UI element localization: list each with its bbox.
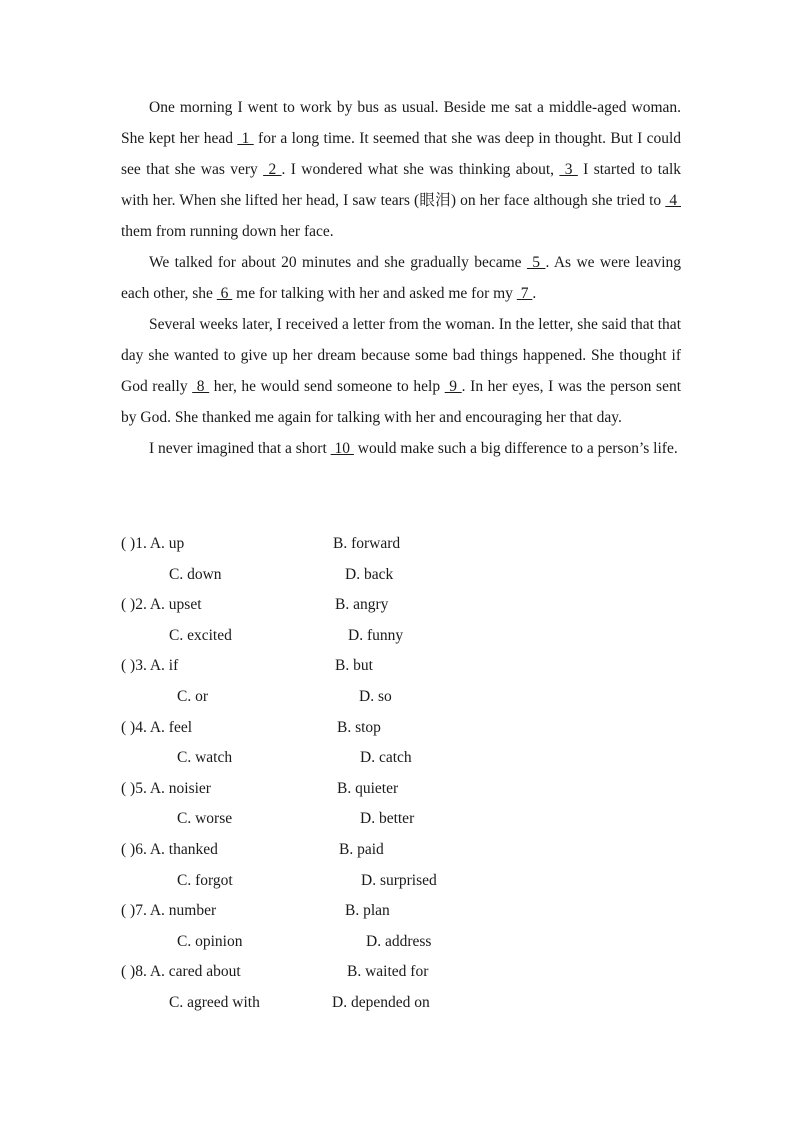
question-5-option-c: C. worse	[177, 810, 233, 827]
question-7-option-c: C. opinion	[177, 933, 243, 950]
question-5-option-d: D. better	[360, 810, 415, 827]
blank-7: 7	[516, 285, 533, 302]
question-1-option-c: C. down	[169, 566, 222, 583]
blank-1: 1	[237, 130, 254, 147]
question-5-option-b: B. quieter	[337, 780, 399, 797]
question-3-option-d: D. so	[359, 688, 392, 705]
blank-6: 6	[216, 285, 233, 302]
question-2-option-c: C. excited	[169, 627, 232, 644]
question-4-option-a: ( )4. A. feel	[121, 719, 193, 736]
blank-8: 8	[192, 378, 210, 395]
passage-paragraph-3: Several weeks later, I received a letter from the woman. In the letter, she said that that day she wanted to give up her dream because some bad things happened. She thought if God really 8 her, he would send someone to help 9 . In her eyes, I was the person sent by God. She thanked me again for talking with her and encouraging her that day.	[121, 316, 682, 426]
question-4-option-d: D. catch	[360, 749, 412, 766]
question-4-option-c: C. watch	[177, 749, 233, 766]
question-8-option-d: D. depended on	[332, 994, 430, 1011]
question-3-option-a: ( )3. A. if	[121, 657, 179, 674]
question-1-option-a: ( )1. A. up	[121, 535, 185, 552]
cloze-passage	[121, 92, 681, 464]
question-1-option-b: B. forward	[333, 535, 401, 552]
question-1-option-d: D. back	[345, 566, 394, 583]
question-7-option-a: ( )7. A. number	[121, 902, 217, 919]
question-6-option-d: D. surprised	[361, 872, 437, 889]
question-3-option-c: C. or	[177, 688, 208, 705]
question-2-option-b: B. angry	[335, 596, 389, 613]
blank-9: 9	[444, 378, 462, 395]
passage-paragraph-2: We talked for about 20 minutes and she gradually became 5 . As we were leaving each other, she 6 me for talking with her and asked me for my 7 .	[121, 254, 682, 302]
passage-paragraph-1: One morning I went to work by bus as usual. Beside me sat a middle-aged woman. She kept her head 1 for a long time. It seemed that she was deep in thought. But I could see that she was very 2 . I wondered what she was thinking about, 3 I started to talk with her. When she lifted her head, I saw tears (眼泪) on her face although she tried to 4 them from running down her face.	[121, 99, 682, 240]
question-8-option-c: C. agreed with	[169, 994, 260, 1011]
blank-3: 3	[559, 161, 578, 178]
question-3-option-b: B. but	[335, 657, 373, 674]
question-4-option-b: B. stop	[337, 719, 381, 736]
blank-5: 5	[526, 254, 546, 271]
question-8-option-b: B. waited for	[347, 963, 429, 980]
question-7-option-d: D. address	[366, 933, 432, 950]
question-8-option-a: ( )8. A. cared about	[121, 963, 241, 980]
question-2-option-d: D. funny	[348, 627, 404, 644]
question-6-option-b: B. paid	[339, 841, 384, 858]
question-6-option-a: ( )6. A. thanked	[121, 841, 218, 858]
blank-2: 2	[263, 161, 282, 178]
question-5-option-a: ( )5. A. noisier	[121, 780, 211, 797]
blank-4: 4	[665, 192, 682, 209]
question-7-option-b: B. plan	[345, 902, 390, 919]
question-2-option-a: ( )2. A. upset	[121, 596, 202, 613]
question-6-option-c: C. forgot	[177, 872, 233, 889]
blank-10: 10	[330, 440, 354, 457]
passage-paragraph-4: I never imagined that a short 10 would make such a big difference to a person’s life.	[149, 440, 678, 457]
